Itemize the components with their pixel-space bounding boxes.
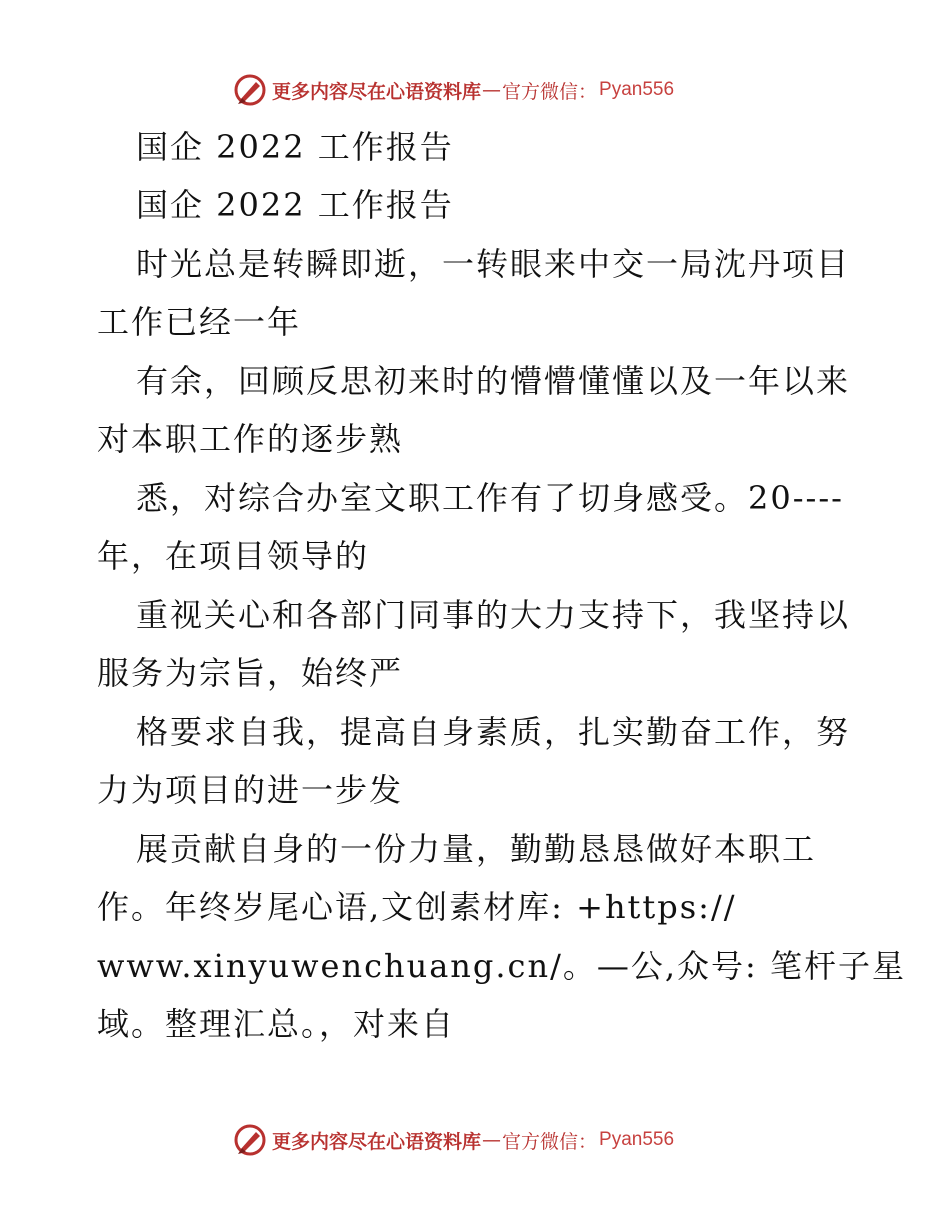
banner-separator: — <box>482 1129 502 1151</box>
doc-line: 服务为宗旨，始终严 <box>97 654 404 692</box>
header-banner <box>232 70 674 110</box>
doc-line: www.xinyuwenchuang.cn/。—公,众号: 笔杆子星 <box>97 947 906 985</box>
doc-line: 时光总是转瞬即逝，一转眼来中交一局沈丹项目 <box>136 245 851 283</box>
banner-title: 更多内容尽在心语资料库 <box>272 1130 482 1153</box>
doc-line: 格要求自我，提高自身素质，扎实勤奋工作，努 <box>136 713 851 751</box>
doc-line: 重视关心和各部门同事的大力支持下，我坚持以 <box>136 596 851 634</box>
footer-banner <box>232 1120 674 1160</box>
doc-line: 域。整理汇总。，对来自 <box>97 1005 456 1043</box>
doc-line: 作。年终岁尾心语,文创素材库: +https:// <box>97 888 737 926</box>
banner-wechat-label: 官方微信： <box>502 1130 598 1153</box>
doc-line: 对本职工作的逐步熟 <box>97 420 404 458</box>
doc-line: 力为项目的进一步发 <box>97 771 404 809</box>
pen-logo-icon <box>232 72 268 108</box>
banner-wechat-handle: Pyan556 <box>599 1129 675 1150</box>
doc-line: 展贡献自身的一份力量，勤勤恳恳做好本职工 <box>136 830 817 868</box>
banner-wechat-label: 官方微信： <box>502 80 598 103</box>
doc-line: 工作已经一年 <box>97 303 302 341</box>
doc-line: 年，在项目领导的 <box>97 537 370 575</box>
banner-title: 更多内容尽在心语资料库 <box>272 80 482 103</box>
doc-line: 悉，对综合办室文职工作有了切身感受。20---- <box>136 479 844 517</box>
banner-wechat-handle: Pyan556 <box>599 79 675 100</box>
doc-title: 国企 2022 工作报告 <box>136 128 454 166</box>
doc-subtitle: 国企 2022 工作报告 <box>136 186 454 224</box>
doc-line: 有余，回顾反思初来时的懵懵懂懂以及一年以来 <box>136 362 851 400</box>
banner-separator: — <box>482 79 502 101</box>
pen-logo-icon <box>232 1122 268 1158</box>
